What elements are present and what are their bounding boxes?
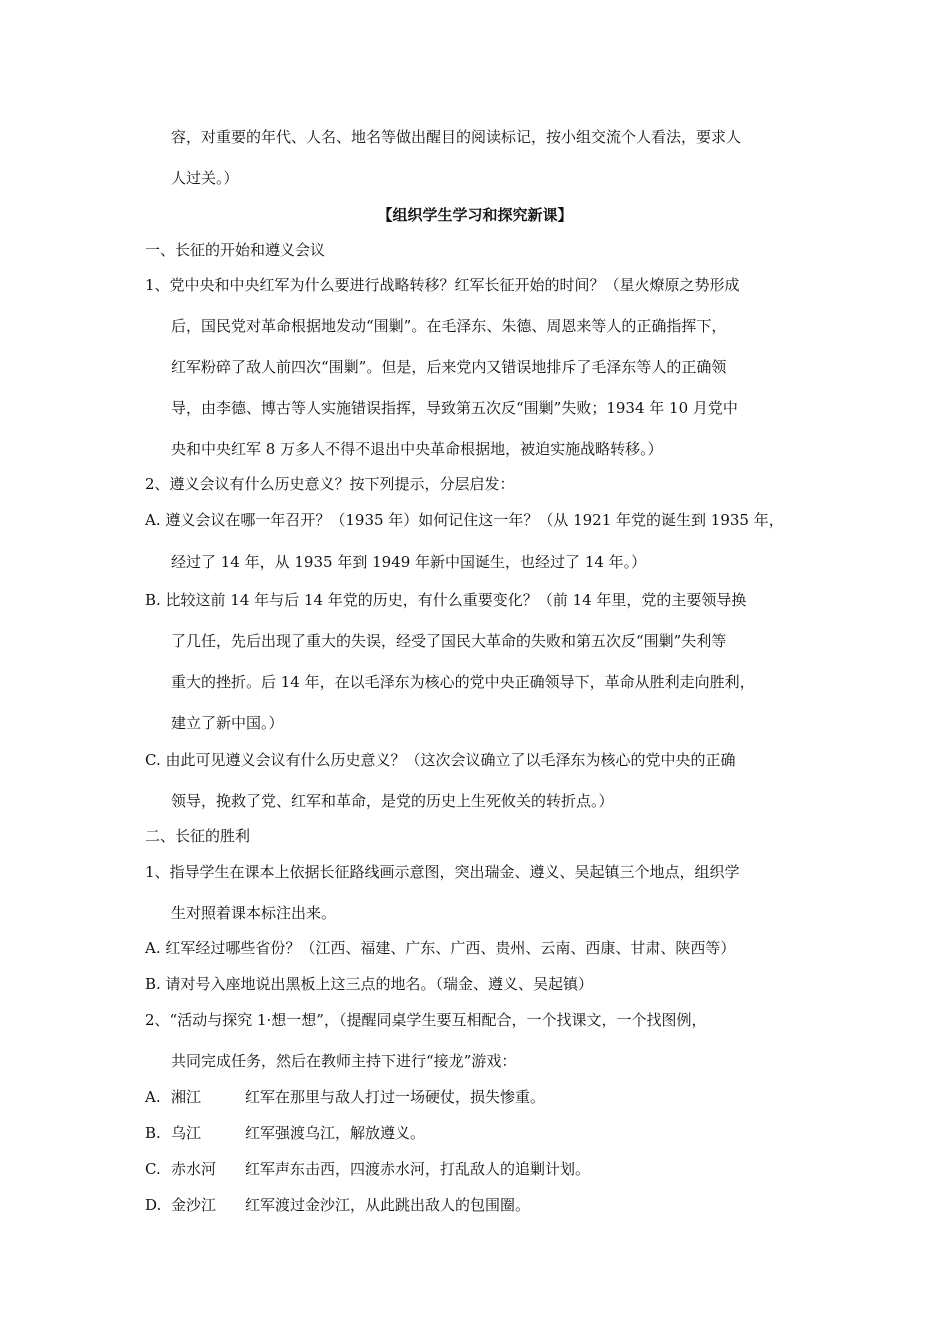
place-description: 红军渡过金沙江，从此跳出敌人的包围圈。 (245, 1196, 531, 1214)
part1-qb-line-1: B. 比较这前 14 年与后 14 年党的历史，有什么重要变化？（前 14 年里，党的主要领导换 (145, 591, 747, 609)
place-name: 湘江 (171, 1088, 202, 1106)
place-name: 金沙江 (171, 1196, 217, 1214)
part1-q1-line-1: 1、党中央和中央红军为什么要进行战略转移？红军长征开始的时间？（星火燎原之势形成 (145, 276, 740, 294)
part2-q1-line-2: 生对照着课本标注出来。 (171, 904, 337, 922)
part1-qb-line-4: 建立了新中国。） (171, 714, 284, 732)
place-label: C. (145, 1160, 161, 1178)
part1-qc-line-1: C. 由此可见遵义会议有什么历史意义？（这次会议确立了以毛泽东为核心的党中央的正确 (145, 751, 736, 769)
part1-q1-line-2: 后，国民党对革命根据地发动“围剿”。在毛泽东、朱德、周恩来等人的正确指挥下， (171, 317, 727, 335)
intro-line-2: 人过关。） (171, 169, 239, 187)
part1-qc-line-2: 领导，挽救了党、红军和革命，是党的历史上生死攸关的转折点。） (171, 792, 614, 810)
section-heading: 【组织学生学习和探究新课】 (377, 206, 573, 224)
place-label: B. (145, 1124, 161, 1142)
place-description: 红军在那里与敌人打过一场硬仗，损失惨重。 (245, 1088, 546, 1106)
part2-q1-line-1: 1、指导学生在课本上依据长征路线画示意图，突出瑞金、遵义、吴起镇三个地点，组织学 (145, 863, 740, 881)
part2-heading: 二、长征的胜利 (145, 827, 251, 845)
part1-qb-line-2: 了几任，先后出现了重大的失误，经受了国民大革命的失败和第五次反“围剿”失利等 (171, 632, 727, 650)
place-description: 红军强渡乌江，解放遵义。 (245, 1124, 426, 1142)
part1-heading: 一、长征的开始和遵义会议 (145, 241, 326, 259)
part2-a: A. 红军经过哪些省份？（江西、福建、广东、广西、贵州、云南、西康、甘肃、陕西等） (145, 939, 736, 957)
place-name: 乌江 (171, 1124, 202, 1142)
part1-qa-line-1: A. 遵义会议在哪一年召开？（1935 年）如何记住这一年？（从 1921 年党的诞生到 1935 年， (145, 511, 784, 529)
part2-b: B. 请对号入座地说出黑板上这三点的地名。（瑞金、遵义、吴起镇） (145, 975, 594, 993)
place-label: A. (145, 1088, 161, 1106)
part2-q2-line-2: 共同完成任务，然后在教师主持下进行“接龙”游戏： (171, 1052, 517, 1070)
part1-q1-line-5: 央和中央红军 8 万多人不得不退出中央革命根据地，被迫实施战略转移。） (171, 440, 663, 458)
intro-line-1: 容，对重要的年代、人名、地名等做出醒目的阅读标记，按小组交流个人看法，要求人 (171, 128, 742, 146)
part1-qb-line-3: 重大的挫折。后 14 年，在以毛泽东为核心的党中央正确领导下，革命从胜利走向胜利， (171, 673, 755, 691)
place-label: D. (145, 1196, 162, 1214)
place-description: 红军声东击西，四渡赤水河，打乱敌人的追剿计划。 (245, 1160, 591, 1178)
part1-q2: 2、遵义会议有什么历史意义？按下列提示，分层启发： (145, 475, 515, 493)
part1-q1-line-4: 导，由李德、博古等人实施错误指挥，导致第五次反“围剿”失败；1934 年 10 月党中 (171, 399, 738, 417)
part2-q2-line-1: 2、“活动与探究 1·想一想”，（提醒同桌学生要互相配合，一个找课文，一个找图例， (145, 1011, 707, 1029)
part1-q1-line-3: 红军粉碎了敌人前四次“围剿”。但是，后来党内又错误地排斥了毛泽东等人的正确领 (171, 358, 727, 376)
place-name: 赤水河 (171, 1160, 217, 1178)
part1-qa-line-2: 经过了 14 年，从 1935 年到 1949 年新中国诞生，也经过了 14 年。） (171, 553, 647, 571)
